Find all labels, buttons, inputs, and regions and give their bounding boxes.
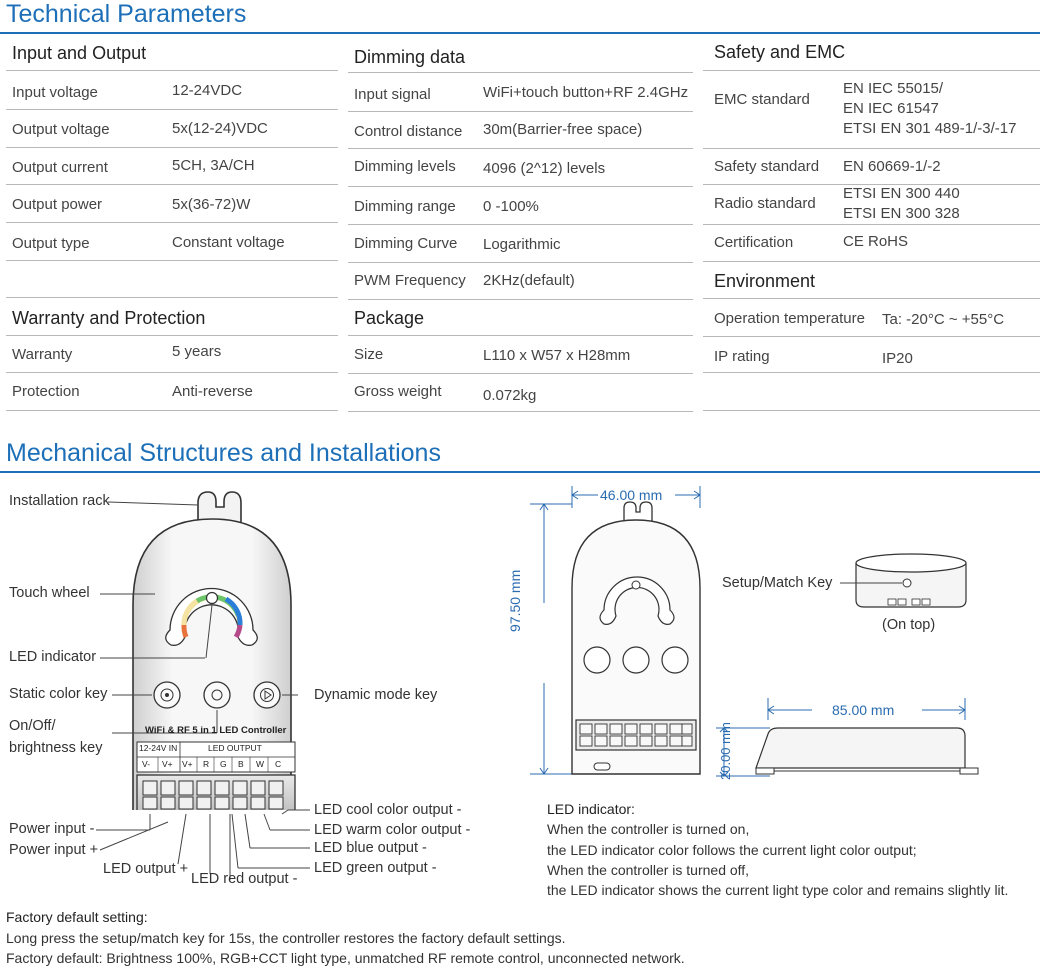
row-value: EN IEC 61547 (843, 100, 939, 117)
mechanical-rule (0, 471, 1040, 473)
row-value: ETSI EN 300 440 (843, 185, 960, 202)
row-label: Dimming levels (354, 158, 456, 175)
row-value: Anti-reverse (172, 383, 253, 400)
safety-title: Safety and EMC (714, 42, 846, 62)
factory-title: Factory default setting: (6, 909, 148, 925)
row-value: 0 -100% (483, 198, 539, 215)
row-label: Gross weight (354, 383, 442, 400)
row-value: 5 years (172, 343, 222, 360)
row-label: Dimming Curve (354, 235, 458, 252)
warranty-title: Warranty and Protection (12, 308, 206, 328)
row-value: Ta: -20°C ~ +55°C (882, 311, 1005, 328)
callout-led-cool: LED cool color output - (314, 802, 462, 818)
row-label: Warranty (12, 346, 73, 363)
dimming-title: Dimming data (354, 47, 466, 67)
factory-line: Factory default: Brightness 100%, RGB+CCT light type, unmatched RF remote control, unconnected network. (6, 950, 685, 966)
dimension-front-drawing (520, 478, 720, 788)
callout-static-color-key: Static color key (9, 686, 108, 702)
row-label: Dimming range (354, 198, 456, 215)
row-label: EMC standard (714, 91, 810, 108)
callout-led-blue: LED blue output - (314, 840, 427, 856)
title-rule (0, 32, 1040, 34)
terminal-label: B (238, 759, 244, 769)
led-note-line: the LED indicator color follows the current light color output; (547, 842, 917, 858)
row-value: 2KHz(default) (483, 272, 575, 289)
page-title: Technical Parameters (6, 0, 247, 28)
terminal-label: R (203, 759, 210, 769)
row-label: Input signal (354, 86, 431, 103)
callout-power-input-minus: Power input - (9, 821, 95, 837)
row-label: Radio standard (714, 195, 816, 212)
row-value: EN IEC 55015/ (843, 80, 944, 97)
terminal-label: W (256, 759, 265, 769)
top-view-drawing (840, 545, 980, 615)
mechanical-title: Mechanical Structures and Installations (6, 439, 441, 467)
row-value: Constant voltage (172, 234, 285, 251)
row-value: ETSI EN 300 328 (843, 205, 960, 222)
row-label: Operation temperature (714, 310, 865, 327)
device-name: WiFi & RF 5 in 1 LED Controller (145, 725, 287, 736)
callout-installation-rack: Installation rack (9, 493, 110, 509)
row-value: L110 x W57 x H28mm (483, 347, 631, 364)
row-value: Logarithmic (483, 236, 561, 253)
row-value: CE RoHS (843, 233, 909, 250)
dim-depth: 20.00 mm (718, 722, 733, 780)
callout-led-green: LED green output - (314, 860, 437, 876)
dim-width: 46.00 mm (600, 487, 663, 503)
led-note-line: the LED indicator shows the current light type color and remains slightly lit. (547, 882, 1009, 898)
row-value: WiFi+touch button+RF 2.4GHz (483, 84, 689, 101)
terminal-label: C (275, 759, 282, 769)
row-label: Control distance (354, 123, 463, 140)
row-label: Input voltage (12, 84, 98, 101)
callout-led-output-plus: LED output + (103, 861, 189, 877)
callout-onoff-key: On/Off/ (9, 718, 56, 734)
row-value: IP20 (882, 350, 913, 367)
row-label: PWM Frequency (354, 272, 466, 289)
row-value: EN 60669-1/-2 (843, 158, 941, 175)
factory-line: Long press the setup/match key for 15s, the controller restores the factory default settings. (6, 930, 566, 946)
dim-height: 97.50 mm (507, 569, 523, 632)
terminal-labels (138, 759, 296, 771)
terminal-label: G (220, 759, 227, 769)
terminal-label: V- (142, 759, 151, 769)
row-label: Output voltage (12, 121, 110, 138)
callout-led-warm: LED warm color output - (314, 822, 471, 838)
row-value: 0.072kg (483, 387, 537, 404)
row-label: Safety standard (714, 158, 820, 175)
row-value: 30m(Barrier-free space) (483, 121, 643, 138)
row-label: Output current (12, 159, 108, 176)
row-label: IP rating (714, 348, 770, 365)
input-label: 12-24V IN (139, 743, 178, 753)
output-label: LED OUTPUT (208, 743, 262, 753)
led-note-line: When the controller is turned on, (547, 821, 750, 837)
row-label: Output power (12, 196, 103, 213)
callout-touch-wheel: Touch wheel (9, 585, 90, 601)
led-note-title: LED indicator: (547, 801, 635, 817)
package-title: Package (354, 308, 425, 328)
callout-power-input-plus: Power input + (9, 842, 99, 858)
row-value: 12-24VDC (172, 82, 243, 99)
on-top-label: (On top) (882, 617, 936, 633)
row-value: ETSI EN 301 489-1/-3/-17 (843, 120, 1017, 137)
dim-length: 85.00 mm (832, 702, 895, 718)
row-value: 5x(36-72)W (172, 196, 251, 213)
input-output-title: Input and Output (12, 43, 147, 63)
row-label: Size (354, 346, 384, 363)
led-note-line: When the controller is turned off, (547, 862, 750, 878)
callout-onoff-key-2: brightness key (9, 740, 103, 756)
terminal-label: V+ (182, 759, 193, 769)
setup-key-label: Setup/Match Key (722, 575, 833, 591)
callout-led-red-output: LED red output - (191, 871, 298, 887)
callout-led-indicator: LED indicator (9, 649, 97, 665)
row-value: 4096 (2^12) levels (483, 160, 606, 177)
row-label: Output type (12, 235, 90, 252)
environment-title: Environment (714, 271, 816, 291)
row-label: Protection (12, 383, 80, 400)
row-value: 5CH, 3A/CH (172, 157, 255, 174)
terminal-label: V+ (162, 759, 173, 769)
callout-dynamic-mode-key: Dynamic mode key (314, 687, 438, 703)
row-value: 5x(12-24)VDC (172, 120, 268, 137)
row-label: Certification (714, 234, 794, 251)
